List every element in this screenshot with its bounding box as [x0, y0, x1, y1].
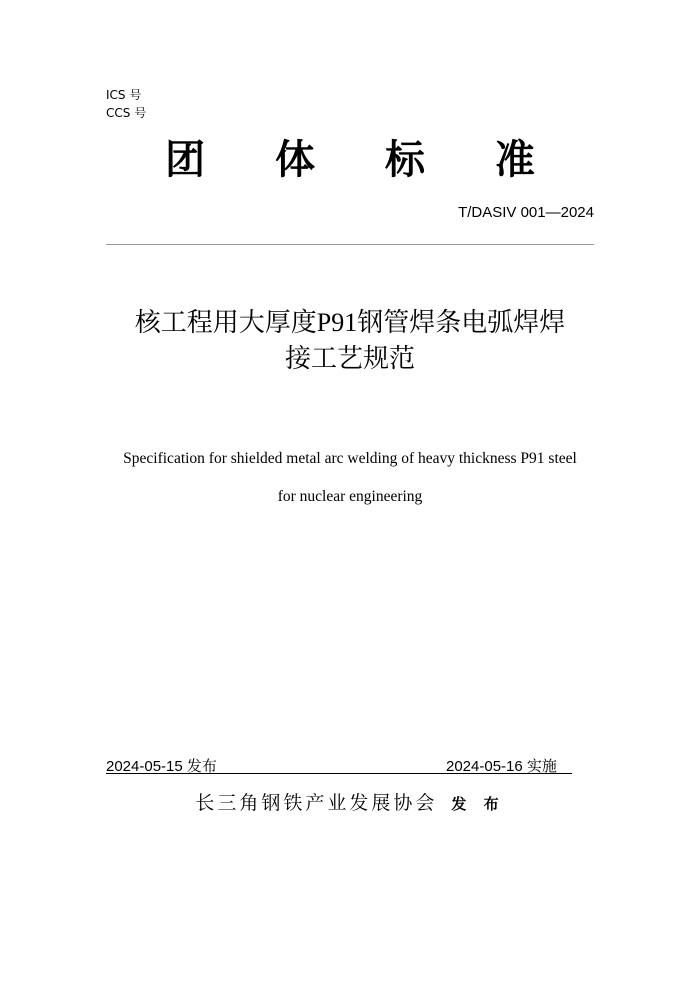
publisher-line	[0, 788, 700, 815]
classification-codes	[106, 86, 146, 122]
title-cn-steel-grade: P91	[316, 308, 358, 337]
english-title-line-1: Specification for shielded metal arc welding of heavy thickness P91 steel	[123, 450, 577, 467]
chinese-title	[80, 305, 620, 377]
ccs-code: CCS 号	[106, 106, 147, 120]
implementation-date: 2024-05-16 实施	[446, 758, 557, 775]
english-title	[80, 440, 620, 516]
ics-code: ICS 号	[106, 88, 142, 102]
date-divider	[106, 773, 572, 774]
english-title-line-2: for nuclear engineering	[277, 488, 423, 505]
publish-label: 发 布	[451, 795, 505, 813]
chinese-title-line-2: 接工艺规范	[284, 344, 415, 374]
header-divider	[106, 244, 594, 245]
title-cn-prefix: 核工程用大厚度	[134, 308, 317, 338]
chinese-title-line-1	[80, 305, 620, 341]
publisher-name: 长三角钢铁产业发展协会	[195, 792, 438, 814]
title-cn-suffix: 钢管焊条电弧焊焊	[357, 308, 566, 338]
standard-number: T/DASIV 001—2024	[458, 204, 594, 221]
document-type-heading: 团 体 标 准	[165, 137, 563, 183]
publish-date: 2024-05-15 发布	[106, 758, 217, 775]
